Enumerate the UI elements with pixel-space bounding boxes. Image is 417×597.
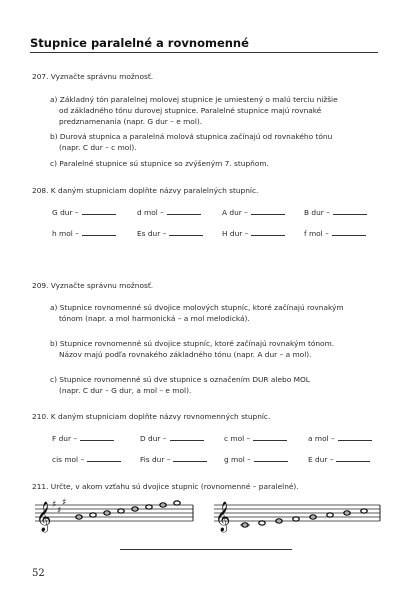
answer-blank[interactable]: [87, 454, 121, 462]
option-c-line: c) Paralelné stupnice sú stupnice so zvýšeným 7. stupňom.: [50, 159, 269, 168]
answer-blank[interactable]: [82, 207, 116, 215]
question-209-option-a[interactable]: [50, 302, 380, 324]
answer-blank[interactable]: [253, 433, 287, 441]
whole-note-icon: [293, 517, 299, 521]
answer-blank[interactable]: [251, 228, 285, 236]
question-210-row-2: [52, 454, 387, 466]
question-207-option-b[interactable]: [50, 131, 380, 153]
option-c-line: (napr. C dur – G dur, a mol – e mol).: [59, 386, 192, 395]
option-b-line: Názov majú podľa rovnakého základného tónu (napr. A dur – a mol).: [59, 350, 312, 359]
section-title: Stupnice paralelné a rovnomenné: [30, 36, 249, 50]
option-c-line: c) Stupnice rovnomenné sú dve stupnice s označením DUR alebo MOL: [50, 375, 310, 384]
whole-note-icon: [174, 501, 180, 505]
fill-item: E dur –: [308, 454, 370, 464]
question-210-row-1: [52, 433, 387, 445]
question-209-option-c[interactable]: [50, 374, 380, 396]
option-a-line: od základného tónu durovej stupnice. Paralelné stupnice majú rovnaké: [59, 106, 322, 115]
fill-item: h mol –: [52, 228, 116, 238]
fill-item: H dur –: [222, 228, 285, 238]
music-staff-right: [214, 493, 382, 537]
fill-item: G dur –: [52, 207, 116, 217]
whole-note-icon: [259, 521, 265, 525]
question-211-prompt: 211. Určte, v akom vzťahu sú dvojice stupníc (rovnomenné – paralelné).: [32, 482, 299, 491]
treble-clef-icon: 𝄞: [215, 502, 231, 532]
fill-item: g mol –: [224, 454, 288, 464]
question-210-prompt: 210. K daným stupniciam doplňte názvy rovnomenných stupníc.: [32, 412, 271, 421]
answer-blank[interactable]: [169, 228, 203, 236]
answer-blank[interactable]: [82, 228, 116, 236]
fill-item: D dur –: [140, 433, 204, 443]
sharp-icon: ♯: [52, 500, 57, 510]
fill-item: d mol –: [137, 207, 201, 217]
option-a-line: a) Základný tón paralelnej molovej stupnice je umiestený o malú terciu nižšie: [50, 95, 338, 104]
whole-note-icon: [361, 509, 367, 513]
answer-blank[interactable]: [333, 207, 367, 215]
fill-item: a mol –: [308, 433, 372, 443]
answer-blank[interactable]: [251, 207, 285, 215]
question-209-option-b[interactable]: [50, 338, 380, 360]
option-a-line: a) Stupnice rovnomenné sú dvojice molových stupníc, ktoré začínajú rovnakým: [50, 303, 344, 312]
title-underline: [30, 52, 378, 53]
answer-blank[interactable]: [332, 228, 366, 236]
whole-note-icon: [327, 513, 333, 517]
answer-blank[interactable]: [80, 433, 114, 441]
question-207-prompt: 207. Vyznačte správnu možnosť.: [32, 72, 154, 81]
whole-note-icon: [146, 505, 152, 509]
fill-item: A dur –: [222, 207, 285, 217]
question-208-prompt: 208. K daným stupniciam doplňte názvy paralelných stupníc.: [32, 186, 259, 195]
fill-item: B dur –: [304, 207, 367, 217]
fill-item: c mol –: [224, 433, 287, 443]
sharp-icon: ♯: [57, 506, 62, 516]
question-208-row-1: [52, 207, 387, 219]
answer-blank[interactable]: [173, 454, 207, 462]
question-211-answer-line[interactable]: [120, 549, 292, 550]
option-b-line: b) Stupnice rovnomenné sú dvojice stupníc, ktoré začínajú rovnakým tónom.: [50, 339, 335, 348]
answer-blank[interactable]: [336, 454, 370, 462]
page-number: 52: [32, 568, 45, 579]
question-209-prompt: 209. Vyznačte správnu možnosť.: [32, 281, 154, 290]
answer-blank[interactable]: [254, 454, 288, 462]
option-a-line: predznamenania (napr. G dur – e mol).: [59, 117, 203, 126]
question-208-row-2: [52, 228, 387, 240]
answer-blank[interactable]: [338, 433, 372, 441]
fill-item: F dur –: [52, 433, 114, 443]
answer-blank[interactable]: [170, 433, 204, 441]
sharp-icon: ♯: [62, 498, 67, 508]
option-b-line: b) Durová stupnica a paralelná molová stupnica začínajú od rovnakého tónu: [50, 132, 333, 141]
fill-item: f mol –: [304, 228, 366, 238]
question-207-option-c[interactable]: [50, 158, 380, 169]
whole-note-icon: [118, 509, 124, 513]
fill-item: cis mol –: [52, 454, 121, 464]
fill-item: Fis dur –: [140, 454, 207, 464]
question-207-option-a[interactable]: [50, 94, 380, 127]
whole-note-icon: [90, 513, 96, 517]
music-staff-left: [35, 493, 195, 537]
answer-blank[interactable]: [167, 207, 201, 215]
treble-clef-icon: 𝄞: [36, 502, 52, 532]
option-a-line: tónom (napr. a mol harmonická – a mol melodická).: [59, 314, 250, 323]
option-b-line: (napr. C dur – c mol).: [59, 143, 137, 152]
fill-item: Es dur –: [137, 228, 203, 238]
